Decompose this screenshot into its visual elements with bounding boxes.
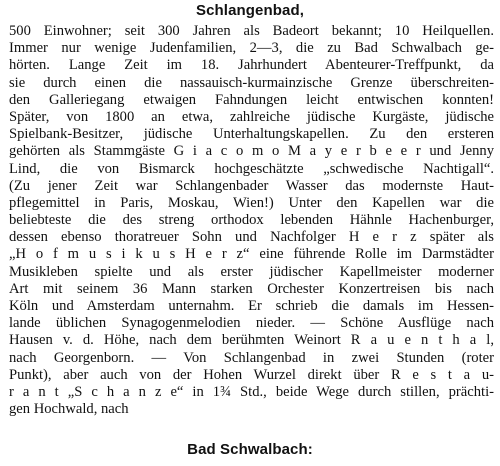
text-line: Spielbank-Besitzer, jüdische Unterhaltungskapellen. Zu den ersteren [9,126,494,143]
text-line: sie durch einen die nassauisch-kurmainzische Grenze überschreiten- [9,74,494,91]
text-line: Art mit seinem 36 Mann starken Orchester Konzertreisen bis nach [9,280,494,297]
text-line: Hausen v. d. Höhe, nach dem berühmten Weinort R a u e n t h a l, [9,332,494,349]
text-line: „H o f m u s i k u s H e r z“ eine führende Rolle im Darmstädter [9,246,494,263]
text-line: den Galleriegang etwaigen Fahndungen leicht entwischen konnten! [9,91,494,108]
text-line: beliebteste die des streng orthodox lebenden Hähnle Hachenburger, [9,212,494,229]
text-line: gehörten als Stammgäste G i a c o m o M a y e r b e e r und Jenny [9,143,494,160]
text-line: Köln und Amsterdam unternahm. Er schrieb die damals im Hessen- [9,298,494,314]
text-line: Lind, die von Bismarck hochgeschätzte „schwedische Nachtigall“. [9,160,494,177]
text-line: dessen ebenso thoratreuer Sohn und Nachfolger H e r z später als [9,229,494,246]
text-line: gen Hochwald, nach [9,401,129,418]
text-line: nach Georgenborn. — Von Schlangenbad in zwei Stunden (roter [9,349,494,366]
text-line: (Zu jener Zeit war Schlangenbader Wasser das modernste Haut- [9,177,494,194]
text-line: Später, von 1800 an etwa, zahlreiche jüdische Kurgäste, jüdische [9,108,494,125]
text-line: hörten. Lange Zeit im 18. Jahrhundert Abenteurer-Treffpunkt, da [9,57,494,74]
body-paragraph [9,23,494,418]
text-line: Musikleben spielte und als erster jüdischer Kapellmeister moderner [9,263,494,280]
text-line: pflegemittel in Paris, Moskau, Wien!) Unter den Kapellen war die [9,194,494,211]
text-line: lande üblichen Synagogenmelodien nieder. — Schöne Ausflüge nach [9,315,494,332]
next-section-heading: Bad Schwalbach: [187,441,313,458]
section-heading: Schlangenbad, [196,2,304,19]
text-line: Immer nur wenige Judenfamilien, 2—3, die zu Bad Schwalbach ge- [9,40,494,57]
text-line: r a n t „S c h a n z e“ in 1¾ Std., beide Wege durch stillen, prächti- [9,383,494,400]
text-line: 500 Einwohner; seit 300 Jahren als Badeort bekannt; 10 Heilquellen. [9,23,494,39]
text-line: Punkt), aber auch von der Hohen Wurzel direkt über R e s t a u- [9,366,494,383]
